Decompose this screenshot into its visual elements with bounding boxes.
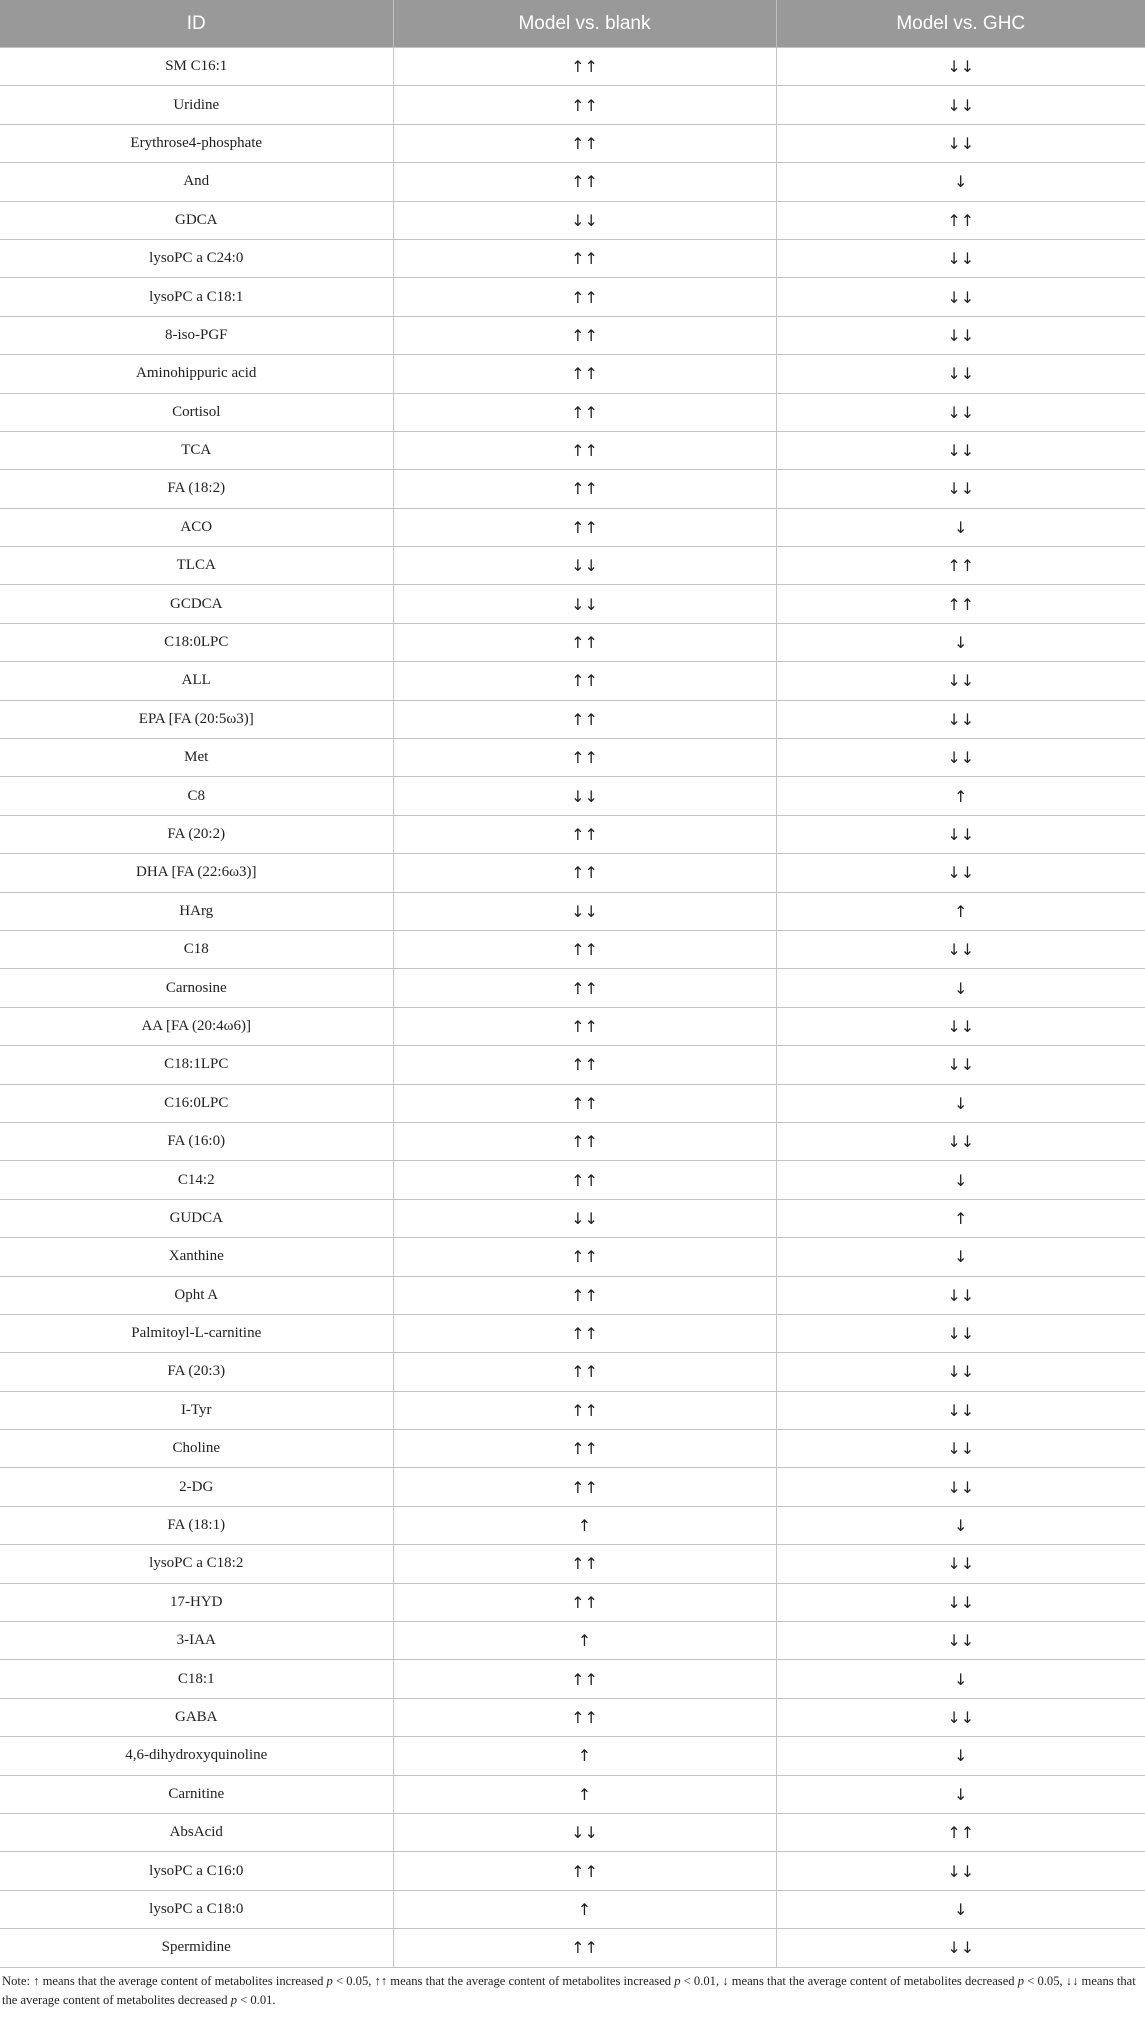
cell-id: FA (20:3) [0,1353,393,1391]
cell-model-vs-blank: ↑ [393,1775,776,1813]
table-row [0,1468,1145,1506]
cell-model-vs-ghc: ↓↓ [776,739,1145,777]
cell-model-vs-ghc: ↓↓ [776,278,1145,316]
cell-model-vs-ghc: ↓↓ [776,393,1145,431]
table-row [0,1353,1145,1391]
cell-model-vs-blank: ↑↑ [393,1122,776,1160]
table-row [0,355,1145,393]
cell-id: C18:1 [0,1660,393,1698]
cell-model-vs-blank: ↑↑ [393,1084,776,1122]
table-row [0,470,1145,508]
table-row [0,1813,1145,1851]
cell-model-vs-ghc: ↓ [776,508,1145,546]
cell-id: Erythrose4-phosphate [0,124,393,162]
cell-model-vs-blank: ↓↓ [393,1813,776,1851]
cell-id: C18 [0,930,393,968]
table-row [0,1506,1145,1544]
table-row [0,662,1145,700]
cell-id: TCA [0,431,393,469]
table-row [0,393,1145,431]
cell-model-vs-ghc: ↓ [776,1775,1145,1813]
cell-id: Spermidine [0,1929,393,1967]
table-row [0,930,1145,968]
cell-model-vs-blank: ↑↑ [393,431,776,469]
cell-model-vs-ghc: ↓↓ [776,124,1145,162]
cell-model-vs-blank: ↑↑ [393,48,776,86]
cell-id: FA (18:1) [0,1506,393,1544]
cell-model-vs-blank: ↑↑ [393,1314,776,1352]
cell-model-vs-blank: ↑↑ [393,1007,776,1045]
cell-id: Xanthine [0,1238,393,1276]
cell-model-vs-ghc: ↓↓ [776,316,1145,354]
cell-id: HArg [0,892,393,930]
table-row [0,316,1145,354]
cell-model-vs-ghc: ↓↓ [776,239,1145,277]
cell-id: Aminohippuric acid [0,355,393,393]
cell-model-vs-blank: ↑↑ [393,1430,776,1468]
table-row [0,278,1145,316]
cell-id: Met [0,739,393,777]
table-row [0,1698,1145,1736]
cell-model-vs-ghc: ↓↓ [776,1622,1145,1660]
cell-model-vs-ghc: ↑ [776,892,1145,930]
cell-model-vs-ghc: ↓↓ [776,470,1145,508]
cell-model-vs-ghc: ↑↑ [776,201,1145,239]
cell-id: Carnitine [0,1775,393,1813]
table-row [0,1007,1145,1045]
cell-id: 8-iso-PGF [0,316,393,354]
cell-model-vs-blank: ↑↑ [393,1238,776,1276]
cell-id: C16:0LPC [0,1084,393,1122]
cell-id: FA (18:2) [0,470,393,508]
cell-model-vs-blank: ↑↑ [393,393,776,431]
table-row [0,700,1145,738]
cell-model-vs-ghc: ↑↑ [776,1813,1145,1851]
cell-model-vs-blank: ↑↑ [393,355,776,393]
table-row [0,1046,1145,1084]
cell-model-vs-blank: ↑↑ [393,739,776,777]
cell-model-vs-ghc: ↓↓ [776,854,1145,892]
cell-id: 3-IAA [0,1622,393,1660]
table-row [0,969,1145,1007]
cell-model-vs-blank: ↑↑ [393,1545,776,1583]
cell-model-vs-ghc: ↓↓ [776,48,1145,86]
cell-id: lysoPC a C18:1 [0,278,393,316]
cell-id: ACO [0,508,393,546]
cell-model-vs-blank: ↑↑ [393,1929,776,1967]
cell-model-vs-blank: ↑ [393,1737,776,1775]
cell-id: Opht A [0,1276,393,1314]
cell-id: DHA [FA (22:6ω3)] [0,854,393,892]
cell-id: C14:2 [0,1161,393,1199]
cell-model-vs-blank: ↑↑ [393,86,776,124]
cell-id: FA (20:2) [0,815,393,853]
cell-model-vs-ghc: ↓↓ [776,1698,1145,1736]
note-text-3: < 0.01, ↓ means that the average content of metabolites decreased [680,1974,1018,1988]
table-row [0,1199,1145,1237]
note-p-variable-1: p [326,1974,333,1988]
cell-model-vs-ghc: ↓↓ [776,1468,1145,1506]
cell-id: 17-HYD [0,1583,393,1621]
cell-model-vs-blank: ↓↓ [393,892,776,930]
cell-model-vs-ghc: ↓↓ [776,662,1145,700]
table-row [0,86,1145,124]
table-row [0,1737,1145,1775]
header-model-vs-ghc: Model vs. GHC [776,0,1145,48]
note-p-variable-2: p [674,1974,681,1988]
cell-id: lysoPC a C18:2 [0,1545,393,1583]
cell-model-vs-blank: ↑↑ [393,1468,776,1506]
cell-model-vs-ghc: ↓↓ [776,431,1145,469]
cell-model-vs-blank: ↓↓ [393,585,776,623]
note-text-2: < 0.05, ↑↑ means that the average content of metabolites increased [332,1974,675,1988]
cell-model-vs-blank: ↑↑ [393,700,776,738]
cell-model-vs-blank: ↑↑ [393,1276,776,1314]
cell-model-vs-ghc: ↓ [776,1506,1145,1544]
cell-model-vs-blank: ↑ [393,1506,776,1544]
cell-id: C18:1LPC [0,1046,393,1084]
cell-id: TLCA [0,547,393,585]
cell-model-vs-ghc: ↓↓ [776,1276,1145,1314]
cell-id: ALL [0,662,393,700]
cell-model-vs-blank: ↑↑ [393,1698,776,1736]
cell-model-vs-blank: ↑↑ [393,1046,776,1084]
cell-model-vs-ghc: ↓↓ [776,355,1145,393]
cell-model-vs-blank: ↑↑ [393,1161,776,1199]
table-row [0,239,1145,277]
cell-model-vs-ghc: ↓ [776,1084,1145,1122]
table-row [0,1890,1145,1928]
cell-id: lysoPC a C18:0 [0,1890,393,1928]
cell-id: SM C16:1 [0,48,393,86]
cell-model-vs-blank: ↑↑ [393,1353,776,1391]
note-text-1: Note: ↑ means that the average content of metabolites increased [2,1974,327,1988]
cell-model-vs-ghc: ↓ [776,623,1145,661]
table-row [0,1276,1145,1314]
cell-id: GUDCA [0,1199,393,1237]
cell-model-vs-blank: ↑ [393,1890,776,1928]
cell-id: AA [FA (20:4ω6)] [0,1007,393,1045]
header-id: ID [0,0,393,48]
cell-model-vs-ghc: ↑ [776,1199,1145,1237]
cell-model-vs-ghc: ↓↓ [776,1430,1145,1468]
cell-model-vs-ghc: ↓↓ [776,1046,1145,1084]
table-row [0,1775,1145,1813]
table-row [0,1660,1145,1698]
cell-model-vs-ghc: ↓↓ [776,1929,1145,1967]
table-row [0,1238,1145,1276]
cell-id: Carnosine [0,969,393,1007]
cell-model-vs-blank: ↑↑ [393,124,776,162]
cell-model-vs-ghc: ↓↓ [776,86,1145,124]
cell-model-vs-blank: ↑↑ [393,278,776,316]
cell-id: And [0,163,393,201]
cell-model-vs-blank: ↑↑ [393,969,776,1007]
table-row [0,201,1145,239]
table-row [0,124,1145,162]
cell-model-vs-blank: ↑↑ [393,1583,776,1621]
table-row [0,623,1145,661]
cell-model-vs-blank: ↑↑ [393,662,776,700]
table-row [0,163,1145,201]
cell-id: 2-DG [0,1468,393,1506]
cell-model-vs-blank: ↑ [393,1622,776,1660]
table-row [0,1545,1145,1583]
cell-model-vs-ghc: ↓ [776,1660,1145,1698]
cell-model-vs-ghc: ↓↓ [776,1545,1145,1583]
cell-model-vs-ghc: ↓↓ [776,1007,1145,1045]
table-row [0,777,1145,815]
cell-id: I-Tyr [0,1391,393,1429]
cell-id: C18:0LPC [0,623,393,661]
cell-model-vs-blank: ↓↓ [393,547,776,585]
cell-model-vs-blank: ↑↑ [393,930,776,968]
cell-id: GCDCA [0,585,393,623]
cell-model-vs-blank: ↑↑ [393,1660,776,1698]
note-p-variable-4: p [230,1993,237,2007]
cell-model-vs-ghc: ↑↑ [776,547,1145,585]
table-row [0,892,1145,930]
cell-model-vs-ghc: ↓↓ [776,1583,1145,1621]
table-row [0,1084,1145,1122]
cell-model-vs-blank: ↑↑ [393,470,776,508]
table-row [0,585,1145,623]
cell-model-vs-blank: ↑↑ [393,815,776,853]
cell-model-vs-ghc: ↓↓ [776,1391,1145,1429]
cell-id: GDCA [0,201,393,239]
cell-model-vs-ghc: ↓ [776,1238,1145,1276]
cell-model-vs-ghc: ↓↓ [776,1314,1145,1352]
cell-model-vs-ghc: ↓ [776,1890,1145,1928]
cell-model-vs-blank: ↓↓ [393,777,776,815]
cell-model-vs-ghc: ↓ [776,163,1145,201]
table-row [0,815,1145,853]
header-row [0,0,1145,48]
cell-id: 4,6-dihydroxyquinoline [0,1737,393,1775]
cell-id: lysoPC a C24:0 [0,239,393,277]
table-row [0,1929,1145,1967]
table-row [0,1391,1145,1429]
table-row [0,508,1145,546]
cell-id: Uridine [0,86,393,124]
cell-model-vs-ghc: ↑ [776,777,1145,815]
cell-model-vs-ghc: ↑↑ [776,585,1145,623]
cell-model-vs-blank: ↑↑ [393,1852,776,1890]
cell-model-vs-ghc: ↓↓ [776,1852,1145,1890]
note-p-variable-3: p [1017,1974,1025,1988]
cell-model-vs-blank: ↑↑ [393,239,776,277]
cell-model-vs-ghc: ↓ [776,969,1145,1007]
table-row [0,1430,1145,1468]
cell-model-vs-ghc: ↓↓ [776,815,1145,853]
cell-model-vs-blank: ↑↑ [393,316,776,354]
cell-id: GABA [0,1698,393,1736]
table-row [0,1122,1145,1160]
cell-model-vs-blank: ↑↑ [393,163,776,201]
cell-model-vs-ghc: ↓↓ [776,930,1145,968]
cell-model-vs-blank: ↑↑ [393,623,776,661]
cell-model-vs-blank: ↓↓ [393,1199,776,1237]
note-text-4: < 0.05, ↓↓ means that the average content of metabolites decreased [2,1974,1136,2007]
cell-id: C8 [0,777,393,815]
table-row [0,1622,1145,1660]
cell-model-vs-ghc: ↓↓ [776,700,1145,738]
table-row [0,431,1145,469]
table-footnote [2,1972,1142,2010]
cell-model-vs-blank: ↑↑ [393,508,776,546]
cell-model-vs-ghc: ↓↓ [776,1122,1145,1160]
table-header [0,0,1145,48]
note-text-5: < 0.01. [236,1993,276,2007]
cell-model-vs-blank: ↑↑ [393,1391,776,1429]
cell-id: AbsAcid [0,1813,393,1851]
table-body [0,48,1145,1968]
cell-id: Choline [0,1430,393,1468]
cell-id: lysoPC a C16:0 [0,1852,393,1890]
table-row [0,739,1145,777]
cell-id: Palmitoyl-L-carnitine [0,1314,393,1352]
table-row [0,1161,1145,1199]
cell-model-vs-blank: ↑↑ [393,854,776,892]
table-row [0,48,1145,86]
cell-id: FA (16:0) [0,1122,393,1160]
table-row [0,1852,1145,1890]
cell-model-vs-ghc: ↓ [776,1737,1145,1775]
cell-model-vs-ghc: ↓ [776,1161,1145,1199]
table-row [0,854,1145,892]
cell-id: EPA [FA (20:5ω3)] [0,700,393,738]
table-row [0,1583,1145,1621]
table-row [0,1314,1145,1352]
cell-id: Cortisol [0,393,393,431]
header-model-vs-blank: Model vs. blank [393,0,776,48]
table-row [0,547,1145,585]
cell-model-vs-blank: ↓↓ [393,201,776,239]
cell-model-vs-ghc: ↓↓ [776,1353,1145,1391]
